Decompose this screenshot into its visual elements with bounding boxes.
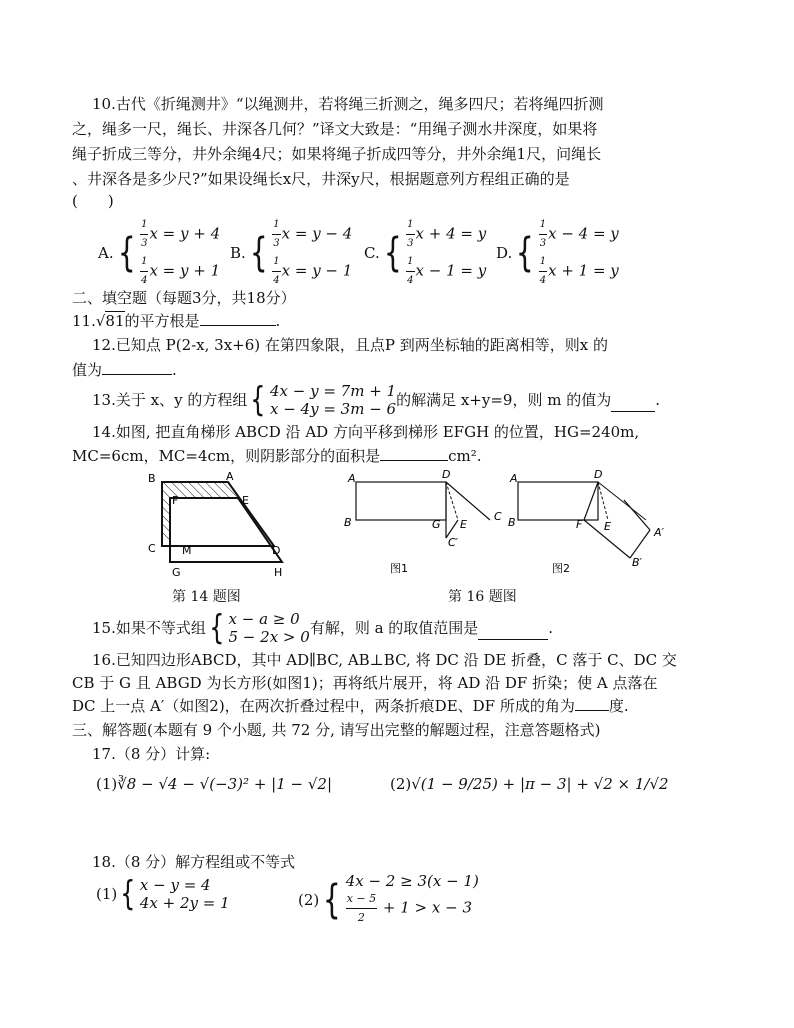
option-label: D.: [496, 244, 513, 262]
fig1-caption: 图1: [390, 562, 408, 575]
label-E: E: [460, 518, 467, 531]
q17-part2: (2)√(1 − 9/25) + |π − 3| + √2 × 1/√2: [390, 775, 669, 793]
q10-line2: 之，绳多一尺，绳长、井深各几何？”译文大致是：“用绳子测水井深度，如果将: [72, 120, 598, 138]
q16-line1: 16.已知四边形ABCD，其中 AD∥BC, AB⊥BC, 将 DC 沿 DE 折叠，C 落于 C、DC 交: [92, 651, 677, 669]
q18-part2: (2) { 4x − 2 ≥ 3(x − 1) $\frac{x - 5}{2}$ + 1 > x − 3: [298, 872, 479, 927]
q16-line3: DC 上一点 A′（如图2)，在两次折叠过程中，两条折痕DE、DF 所成的角为 度.: [72, 697, 629, 715]
answer-blank[interactable]: [575, 698, 609, 711]
label-F: F: [576, 518, 583, 531]
q18-part1: (1) { x − y = 4 4x + 2y = 1: [96, 874, 230, 914]
label-D: D: [272, 544, 281, 557]
q10-option-a[interactable]: [98, 216, 220, 290]
option-label: C.: [364, 244, 380, 262]
figure-16-1: [340, 468, 510, 580]
q12-line2: 值为 .: [72, 361, 177, 379]
fig2-caption: 图2: [552, 562, 570, 575]
label-D: D: [442, 468, 451, 481]
label-H: H: [274, 566, 283, 579]
label-F: F: [172, 494, 179, 507]
equation-system: { $\frac{1}{3}$ x = y + 4 $\frac{1}{4}$ x = y + 1: [114, 216, 221, 290]
q11: 11.√81的平方根是 .: [72, 312, 281, 330]
equation-system: { 4x − y = 7m + 1 x − 4y = 3m − 6: [250, 380, 397, 420]
label-E: E: [604, 520, 611, 533]
q12-line1: 12.已知点 P(2-x, 3x+6) 在第四象限，且点P 到两坐标轴的距离相等，则x 的: [92, 336, 609, 354]
inequality-system: { 4x − 2 ≥ 3(x − 1) $\frac{x - 5}{2}$ + 1 > x − 3: [323, 872, 479, 924]
equation-system: { x − y = 4 4x + 2y = 1: [120, 874, 230, 914]
label-B: B: [508, 516, 516, 529]
label-A: A: [226, 470, 234, 483]
figure-16-2: [506, 468, 686, 580]
option-label: B.: [230, 244, 246, 262]
label-G: G: [172, 566, 181, 579]
q10-line4: 、井深各是多少尺?”如果设绳长x尺，井深y尺，根据题意列方程组正确的是: [72, 170, 570, 188]
q15: 15.如果不等式组 { x − a ≥ 0 5 − 2x > 0 有解，则 a 的取值范围是 .: [92, 608, 554, 648]
q16-line2: CB 于 G 且 ABGD 为长方形(如图1)；再将纸片展开，将 AD 沿 DF 折染；使 A 点落在: [72, 674, 658, 692]
q17-title: 17.（8 分）计算:: [92, 745, 211, 763]
answer-blank[interactable]: [102, 362, 172, 375]
caption-figure-16: 第 16 题图: [448, 589, 517, 605]
q13: 13.关于 x、y 的方程组 { 4x − y = 7m + 1 x − 4y = 3m − 6 的解满足 x+y=9，则 m 的值为 .: [92, 380, 661, 420]
label-A-prime: A′: [654, 526, 665, 539]
q10-line1: 10.古代《折绳测井》“以绳测井，若将绳三折测之，绳多四尺；若将绳四折测: [92, 95, 604, 113]
answer-blank[interactable]: [200, 313, 276, 326]
answer-blank[interactable]: [611, 399, 655, 412]
q10-option-d[interactable]: [496, 216, 619, 290]
q17-part1: (1)∛8 − √4 − √(−3)² + |1 − √2|: [96, 775, 333, 793]
section-heading-solve: 三、解答题(本题有 9 个小题, 共 72 分, 请写出完整的解题过程，注意答题格式): [72, 721, 601, 739]
label-C-prime: C′: [448, 536, 459, 549]
figure-14-trapezoid: [140, 468, 300, 580]
section-heading-fill-in: 二、填空题（每题3分，共18分）: [72, 289, 296, 307]
label-C: C: [148, 542, 156, 555]
label-B-prime: B′: [632, 556, 643, 569]
inequality-system: { x − a ≥ 0 5 − 2x > 0: [209, 608, 310, 648]
label-E: E: [242, 494, 249, 507]
label-C: C: [494, 510, 502, 523]
q14-line2: MC=6cm，MC=4cm，则阴影部分的面积是 cm².: [72, 447, 482, 465]
label-A: A: [510, 472, 518, 485]
caption-figure-14: 第 14 题图: [172, 589, 241, 605]
label-A: A: [348, 472, 356, 485]
answer-blank[interactable]: [478, 627, 548, 640]
answer-blank[interactable]: [380, 448, 448, 461]
label-M: M: [182, 544, 192, 557]
equation-system: { $\frac{1}{3}$ x + 4 = y $\frac{1}{4}$ x − 1 = y: [380, 216, 487, 290]
equation-system: { $\frac{1}{3}$ x = y − 4 $\frac{1}{4}$ x = y − 1: [246, 216, 353, 290]
label-B: B: [148, 472, 156, 485]
q10-option-c[interactable]: [364, 216, 486, 290]
q10-paren: ( ): [72, 192, 114, 210]
label-B: B: [344, 516, 352, 529]
label-D: D: [594, 468, 603, 481]
option-label: A.: [98, 244, 114, 262]
q18-title: 18.（8 分）解方程组或不等式: [92, 853, 296, 871]
label-G: G: [432, 518, 441, 531]
sqrt-icon: √: [95, 312, 106, 330]
equation-system: { $\frac{1}{3}$ x − 4 = y $\frac{1}{4}$ x + 1 = y: [512, 216, 619, 290]
q10-line3: 绳子折成三等分，井外余绳4尺；如果将绳子折成四等分，井外余绳1尺，问绳长: [72, 145, 602, 163]
q14-line1: 14.如图, 把直角梯形 ABCD 沿 AD 方向平移到梯形 EFGH 的位置，HG=240m,: [92, 423, 640, 441]
q10-option-b[interactable]: [230, 216, 352, 290]
